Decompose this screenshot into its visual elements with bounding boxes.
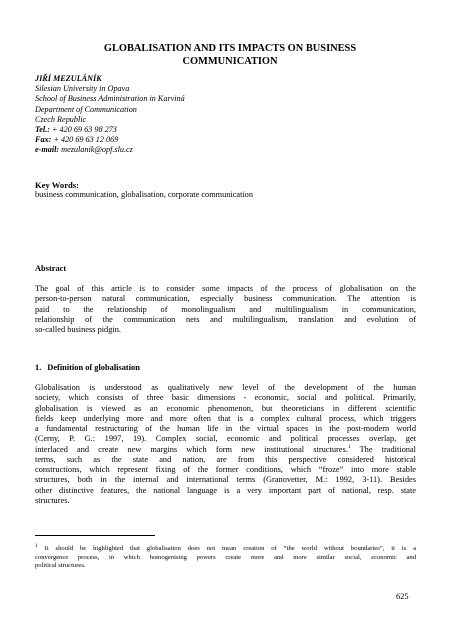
author-department: Department of Communication — [35, 104, 137, 114]
abstract-line: person-to-person natural communication, especially business communication. The attention is — [35, 294, 416, 304]
abstract-body — [35, 284, 416, 335]
abstract-line: The goal of this article is to consider some impacts of the process of globalisation on the — [35, 284, 416, 293]
email-value: mezulanik@opf.slu.cz — [59, 145, 133, 155]
tel-label: Tel.: — [35, 125, 50, 135]
title-line-2: COMMUNICATION — [182, 56, 278, 67]
body-line: fields keep underlying more and more often that is a complex cultural process, which triggers — [35, 413, 416, 423]
keywords-text: business communication, globalisation, corporate communication — [35, 190, 253, 199]
author-name: JIŘÍ MEZULÁNÍK — [35, 74, 102, 83]
body-line: a fundamental restructuring of the human life in the virtual spaces in the post-modern world — [35, 424, 416, 433]
abstract-line: so-called business pidgin. — [35, 325, 121, 334]
fax-label: Fax: — [35, 135, 52, 145]
fax-value: + 420 69 63 12 069 — [51, 135, 119, 145]
email-label: e-mail: — [35, 145, 60, 155]
author-school: School of Business Administration in Karviná — [35, 94, 185, 104]
paper-title — [60, 42, 400, 68]
section-heading — [35, 363, 146, 372]
body-line: (Cerny, P. G.: 1997, 19). Complex social, economic and political processes overlap, get — [35, 434, 416, 444]
footnote-line: political structures. — [35, 562, 86, 569]
author-fax — [35, 135, 415, 145]
abstract-line: relationship of the communication nets and multilingualism, translation and evolution of — [35, 314, 416, 324]
author-tel — [35, 125, 415, 135]
page-number: 625 — [396, 592, 409, 601]
author-block — [35, 74, 415, 156]
body-line: structures. — [35, 495, 70, 505]
body-line: structures, both in the internal and international terms (Granovetter, M.: 1992, 3-11). Besides — [35, 475, 416, 485]
footnote-marker: 1 — [35, 542, 38, 549]
footnote — [35, 542, 416, 571]
author-country: Czech Republic — [35, 114, 87, 124]
footnote-ref[interactable]: 1 — [347, 443, 351, 450]
body-line: constructions, which represent fixing of the former conditions, which “froze” into more stable — [35, 465, 416, 474]
body-line: other distinctive features, the national language is a very important part of national, resp. state — [35, 485, 416, 495]
abstract-line: paid to the relationship of monolingualism and multilingualism in communication, — [35, 304, 416, 314]
title-line-1: GLOBALISATION AND ITS IMPACTS ON BUSINESS — [103, 43, 357, 54]
section-body — [35, 383, 416, 506]
section-title: Definition of globalisation — [47, 363, 140, 372]
abstract-heading: Abstract — [35, 264, 67, 273]
footnote-line — [35, 542, 416, 554]
body-line-end: The traditional — [350, 444, 416, 454]
section-number: 1. — [35, 363, 42, 372]
body-line: Globalisation is understood as qualitatively new level of the development of the human — [35, 383, 416, 392]
body-line: society, which consists of three basic dimensions - economic, social and political. Primarily, — [35, 393, 416, 403]
author-university: Silesian University in Opava — [35, 84, 130, 94]
body-line: terms, such as the state and nation, are from this perspective considered historical — [35, 454, 416, 464]
tel-value: + 420 69 63 98 273 — [49, 125, 117, 135]
footnote-line: convergence process, in which homogenising powers create more and more similar social, economic and — [35, 553, 416, 561]
body-line-with-note — [35, 445, 416, 455]
body-line: globalisation is viewed as an economic phenomenon, but theoreticians in different scientific — [35, 403, 416, 413]
author-email — [35, 145, 415, 155]
keywords-heading: Key Words: — [35, 180, 80, 190]
body-line-start: interlaced and create new margins which form new institutional structures. — [35, 444, 348, 454]
footnote-line-text: It should be highlighted that globalisation does not mean creation of “the world without boundaries”, it is a — [37, 545, 416, 552]
footnote-divider — [35, 535, 155, 536]
